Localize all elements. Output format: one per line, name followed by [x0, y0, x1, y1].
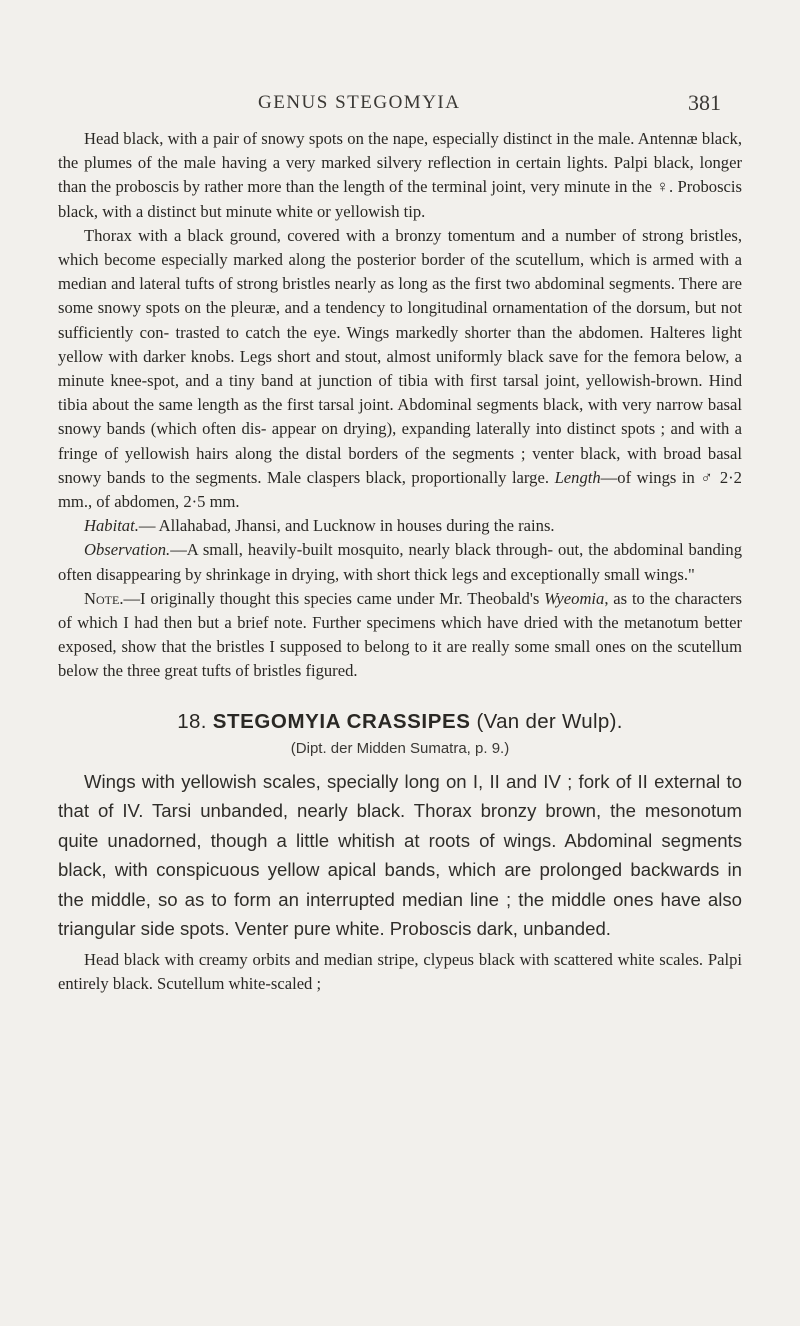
length-label: Length: [554, 467, 601, 487]
paragraph-note: [58, 587, 742, 684]
note-text-a: .—I originally thought this species came under Mr. Theobald's: [119, 588, 540, 608]
habitat-text: — Allahabad, Jhansi, and Lucknow in houses during the rains.: [138, 516, 555, 536]
paragraph-head-description: Head black with creamy orbits and median stripe, clypeus black with scattered white scales. Palpi entirely black. Scutellum white-scaled ;: [58, 949, 742, 993]
species-diagnosis: Wings with yellowish scales, specially long on I, II and IV ; fork of II external to that of IV. Tarsi unbanded, nearly black. Thorax bronzy brown, the mesonotum quite unadorned, though a little whitish at roots of wings. Abdominal segments black, with conspicuous yellow apical bands, which are prolonged backwards in the middle, so as to form an interrupted median line ; the middle ones have also triangular side spots. Venter pure white. Proboscis dark, unbanded.: [58, 770, 742, 940]
paragraph-observation: [58, 538, 742, 586]
paragraph-head: Head black, with a pair of snowy spots on the nape, especially distinct in the male. Antennæ black, the plumes of the male having a very marked silvery reflection in certain lights. Palpi black, longer than the proboscis by rather more than the length of the terminal joint, very minute in the ♀. Proboscis black, with a distinct but minute white or yellowish tip.: [58, 129, 742, 221]
species-name: STEGOMYIA CRASSIPES: [212, 709, 471, 733]
species-number: 18.: [177, 709, 207, 733]
length-text: —of wings in ♂ 2·2 mm., of abdomen, 2·5 mm.: [58, 467, 742, 512]
observation-text: —A small, heavily-built mosquito, nearly black through- out, the abdominal banding often disappearing by shrinkage in drying, with short thick legs and exceptionally small wings.": [58, 540, 742, 584]
species-author: (Van der Wulp).: [476, 709, 623, 733]
habitat-label: Habitat.: [84, 516, 139, 536]
note-text-b: , as to the characters of which I had then but a brief note. Further specimens which have dried with the metanotum better exposed, show that the bristles I supposed to belong to it are really some small ones on the scutellum below the three great tufts of bristles figured.: [58, 588, 742, 681]
running-head: GENUS STEGOMYIA: [258, 92, 461, 113]
observation-label: Observation.: [84, 540, 171, 560]
thorax-text: Thorax with a black ground, covered with a bronzy tomentum and a number of strong bristles, which become especially marked along the posterior border of the scutellum, which is armed with a median and lateral tufts of strong bristles nearly as long as the first two abdominal segments. There are some snowy spots on the pleuræ, and a tendency to longitudinal ornamentation of the dorsum, but not sufficiently con- trasted to catch the eye. Wings markedly shorter than the abdomen. Halteres light yellow with darker knobs. Legs short and stout, almost uniformly black save for the femora below, a minute knee-spot, and a tiny band at junction of tibia with first tarsal joint, yellowish-brown. Hind tibia about the same length as the first tarsal joint. Abdominal segments black, with very narrow basal snowy bands (which often dis- appear on drying), expanding laterally into distinct spots ; and with a fringe of yellowish hairs along the distal borders of the segments ; venter black, with broad basal snowy bands to the segments. Male claspers black, proportionally large.: [58, 225, 742, 487]
paragraph-habitat: [58, 514, 742, 538]
species-heading: [58, 710, 742, 734]
page-number: 381: [688, 90, 721, 115]
note-genus: Wyeomia: [544, 588, 605, 608]
note-label: Note: [84, 588, 120, 608]
paragraph-thorax: [58, 224, 742, 514]
species-reference: (Dipt. der Midden Sumatra, p. 9.): [290, 739, 510, 757]
page-body: [58, 127, 742, 996]
